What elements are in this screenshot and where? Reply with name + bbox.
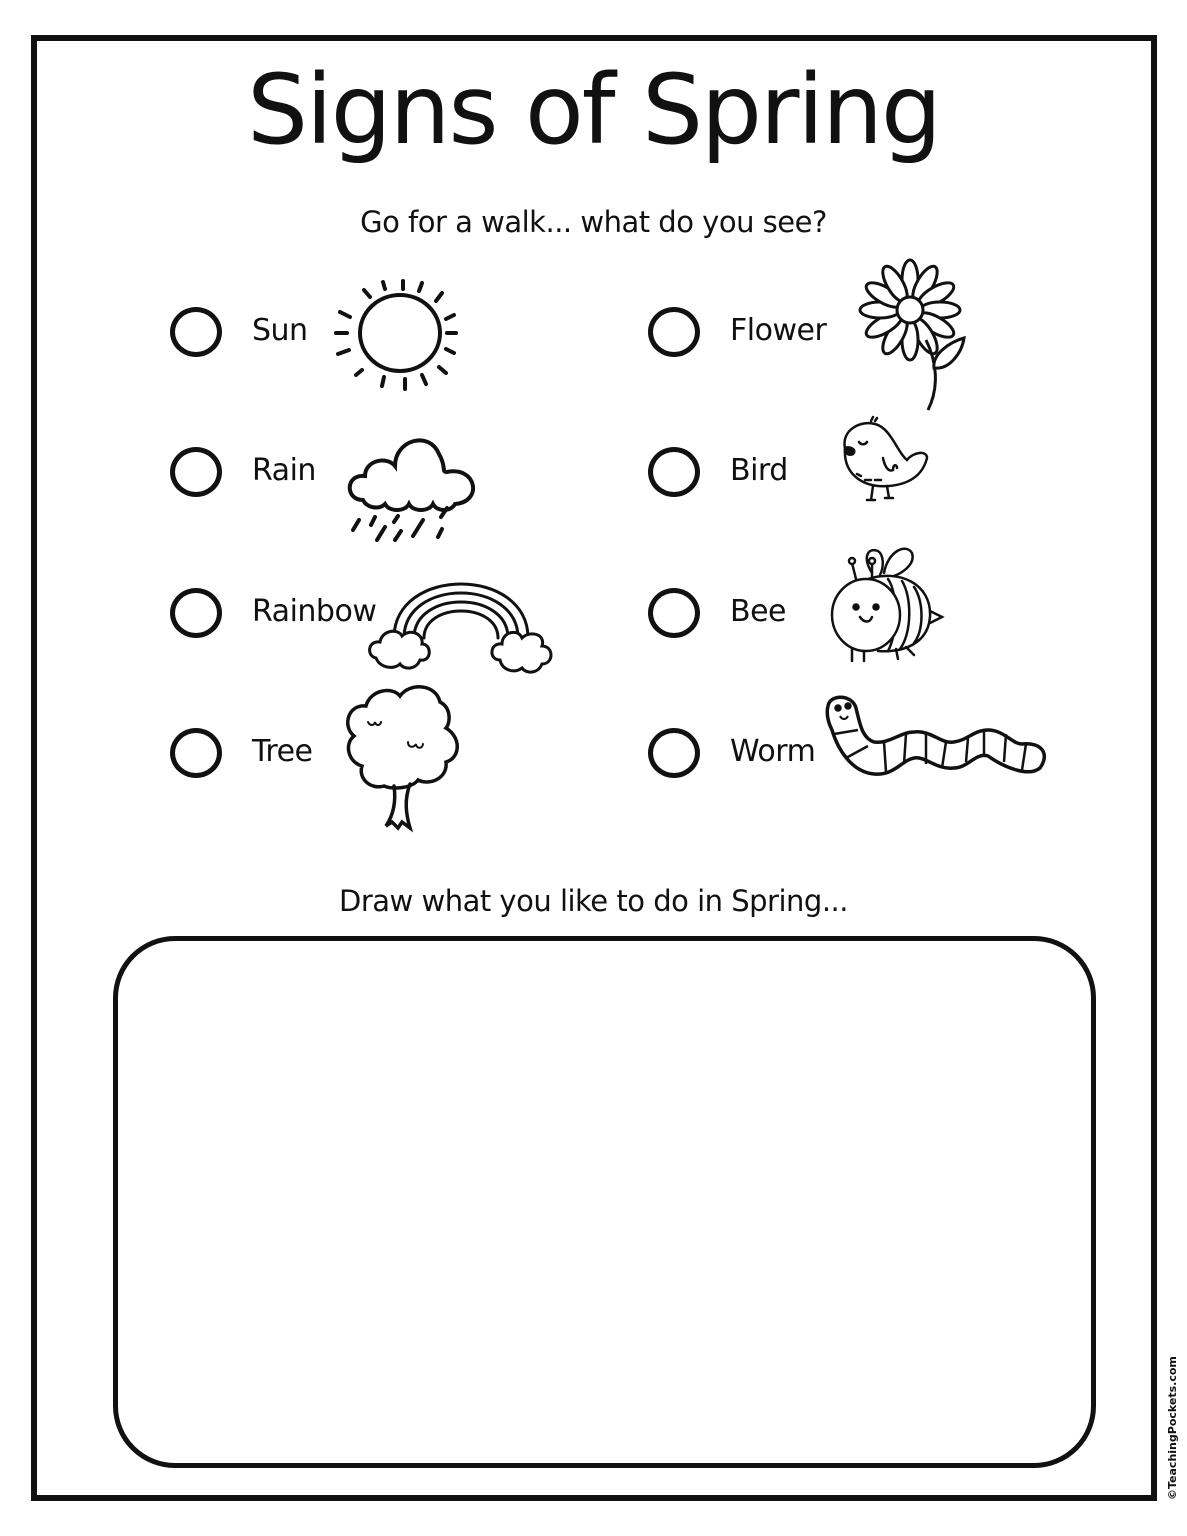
copyright-notice: ©TeachingPockets.com bbox=[1166, 1356, 1179, 1500]
checkbox-circle[interactable] bbox=[170, 447, 222, 497]
rainbow-icon bbox=[366, 578, 556, 678]
bird-icon bbox=[835, 418, 935, 508]
checkbox-circle[interactable] bbox=[170, 307, 222, 357]
checkbox-circle[interactable] bbox=[648, 447, 700, 497]
item-label: Bee bbox=[730, 594, 786, 629]
item-label: Tree bbox=[252, 734, 313, 769]
bee-icon bbox=[828, 543, 953, 668]
instructions: Go for a walk... what do you see? bbox=[360, 205, 827, 239]
item-label: Sun bbox=[252, 313, 308, 348]
checkbox-circle[interactable] bbox=[648, 307, 700, 357]
tree-icon bbox=[340, 682, 465, 832]
item-label: Flower bbox=[730, 313, 827, 348]
draw-prompt: Draw what you like to do in Spring... bbox=[339, 884, 848, 918]
checkbox-circle[interactable] bbox=[648, 728, 700, 778]
item-label: Worm bbox=[730, 734, 816, 769]
sun-icon bbox=[330, 275, 470, 400]
flower-icon bbox=[858, 258, 973, 418]
page-title: Signs of Spring bbox=[247, 54, 940, 166]
item-label: Rainbow bbox=[252, 594, 377, 629]
rain-cloud-icon bbox=[343, 432, 488, 542]
checkbox-circle[interactable] bbox=[170, 728, 222, 778]
worm-icon bbox=[822, 694, 1052, 789]
checkbox-circle[interactable] bbox=[648, 588, 700, 638]
item-label: Rain bbox=[252, 453, 316, 488]
item-label: Bird bbox=[730, 453, 788, 488]
drawing-area[interactable] bbox=[113, 936, 1096, 1468]
checkbox-circle[interactable] bbox=[170, 588, 222, 638]
